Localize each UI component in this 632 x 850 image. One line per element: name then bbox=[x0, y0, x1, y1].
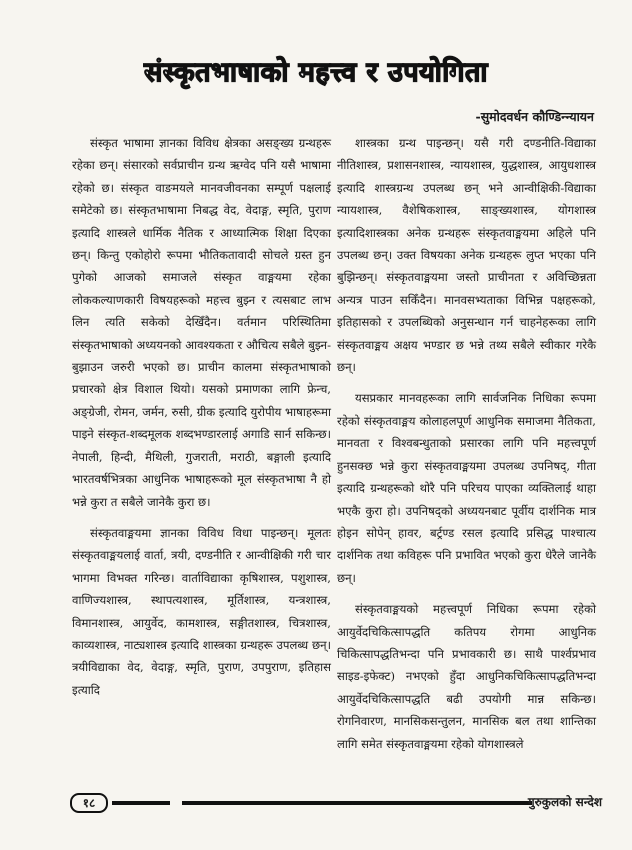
paragraph: संस्कृतवाङ्मयको महत्त्वपूर्ण निधिका रूपमा रहेको आयुर्वेदचिकित्सापद्धति कतिपय रोगमा आधुनिक चिकित्सापद्धतिभन्दा पनि प्रभावकारी छ। साथै पार्श्वप्रभाव साइड-इफेक्ट) नभएको हुँदा आधुनिकचिकित्सापद्धतिभन्दा आयुर्वेदचिकित्सापद्धति बढी उपयोगी मान्न सकिन्छ। रोगनिवारण, मानसिकसन्तुलन, मानसिक बल तथा शान्तिका लागि समेत संस्कृतवाङ्मयमा रहेको योगशास्त्रले bbox=[337, 602, 596, 751]
footer-divider bbox=[112, 801, 170, 805]
page-number: १८ bbox=[70, 793, 108, 813]
article-author: -सुमोदवर्धन कौण्डिन्न्यायन bbox=[475, 109, 594, 124]
page-footer bbox=[70, 793, 602, 811]
paragraph: शास्त्रका ग्रन्थ पाइन्छन्। यसै गरी दण्डनीति-विद्याका नीतिशास्त्र, प्रशासनशास्त्र, न्यायशास्त्र, युद्धशास्त्र, आयुधशास्त्र इत्यादि शास्त्रग्रन्थ उपलब्ध छन् भने आन्वीक्षिकी-विद्याका न्यायशास्त्र, वैशेषिकशास्त्र, साङ्ख्यशास्त्र, योगशास्त्र इत्यादिशास्त्रका अनेक ग्रन्थहरू संस्कृतवाङ्मयमा अहिले पनि उपलब्ध छन्। उक्त विषयका अनेक ग्रन्थहरू लुप्त भएका पनि बुझिन्छन्। संस्कृतवाङ्मयमा जस्तो प्राचीनता र अविच्छिन्नता अन्यत्र पाउन सकिँदैन। मानवसभ्यताका विभिन्न पक्षहरूको, इतिहासको र उपलब्धिको अनुसन्धान गर्न चाहनेहरूका लागि संस्कृतवाङ्मय अक्षय भण्डार छ भन्ने तथ्य सबैले स्वीकार गरेकै छन्। bbox=[337, 136, 596, 375]
paragraph: संस्कृत भाषामा ज्ञानका विविध क्षेत्रका असङ्ख्य ग्रन्थहरू रहेका छन्। संसारको सर्वप्राचीन ग्रन्थ ऋग्वेद पनि यसै भाषामा रहेको छ। संस्कृत वाङमयले मानवजीवनका सम्पूर्ण पक्षलाई समेटेको छ। संस्कृतभाषामा निबद्ध वेद, वेदाङ्ग, स्मृति, पुराण इत्यादि शास्त्रले धार्मिक नैतिक र आध्यात्मिक शिक्षा दिएका छन्। किन्तु एकोहोरो रूपमा भौतिकतावादी सोचले ग्रस्त हुन पुगेको आजको समाजले संस्कृत वाङ्मयमा रहेका लोककल्याणकारी विषयहरूको महत्त्व बुझ्न र त्यसबाट लाभ लिन त्यति सकेको देखिँदैन। वर्तमान परिस्थितिमा संस्कृतभाषाको अध्ययनको आवश्यकता र औचित्य सबैले बुझ्न-बुझाउन जरुरी भएको छ। प्राचीन कालमा संस्कृतभाषाको प्रचारको क्षेत्र विशाल थियो। यसको प्रमाणका लागि फ्रेन्च, अङ्ग्रेजी, रोमन, जर्मन, रुसी, ग्रीक इत्यादि युरोपीय भाषाहरूमा पाइने संस्कृत-शब्दमूलक शब्दभण्डारलाई अगाडि सार्न सकिन्छ। नेपाली, हिन्दी, मैथिली, गुजराती, मराठी, बङ्गाली इत्यादि भारतवर्षभित्रका आधुनिक भाषाहरूको मूल संस्कृतभाषा नै हो भन्ने कुरा त सबैले जानेकै कुरा छ। bbox=[72, 136, 331, 509]
right-column bbox=[337, 132, 596, 755]
magazine-name: गुरुकुलको सन्देश bbox=[527, 795, 602, 809]
paragraph: संस्कृतवाङ्मयमा ज्ञानका विविध विधा पाइन्छन्। मूलतः संस्कृतवाङ्मयलाई वार्ता, त्रयी, दण्डनीति र आन्वीक्षिकी गरी चार भागमा विभक्त गरिन्छ। वार्ताविद्याका कृषिशास्त्र, पशुशास्त्र, वाणिज्यशास्त्र, स्थापत्यशास्त्र, मूर्तिशास्त्र, यन्त्रशास्त्र, विमानशास्त्र, आयुर्वेद, कामशास्त्र, सङ्गीतशास्त्र, चित्रशास्त्र, काव्यशास्त्र, नाट्यशास्त्र इत्यादि शास्त्रका ग्रन्थहरू उपलब्ध छन्। त्रयीविद्याका वेद, वेदाङ्ग, स्मृति, पुराण, उपपुराण, इतिहास इत्यादि bbox=[72, 525, 331, 697]
footer-divider bbox=[182, 801, 532, 805]
paragraph: यसप्रकार मानवहरूका लागि सार्वजनिक निधिका रूपमा रहेको संस्कृतवाङ्मय कोलाहलपूर्ण आधुनिक समाजमा नैतिकता, मानवता र विश्वबन्धुताको प्रसारका लागि पनि महत्त्वपूर्ण हुनसक्छ भन्ने कुरा संस्कृतवाङ्मयमा उपलब्ध उपनिषद्, गीता इत्यादि ग्रन्थहरूको थोरै पनि परिचय पाएका व्यक्तिलाई थाहा भएकै कुरा हो। उपनिषद्को अध्ययनबाट पूर्वीय दार्शनिक मात्र होइन सोपेन् हावर, बर्ट्रण्ड रसल इत्यादि प्रसिद्ध पाश्चात्य दार्शनिक तथा कविहरू पनि प्रभावित भएको कुरा धेरैले जानेकै छन्। bbox=[337, 391, 596, 585]
left-column bbox=[72, 132, 331, 701]
article-title: संस्कृतभाषाको महत्त्व र उपयोगिता bbox=[144, 57, 488, 88]
